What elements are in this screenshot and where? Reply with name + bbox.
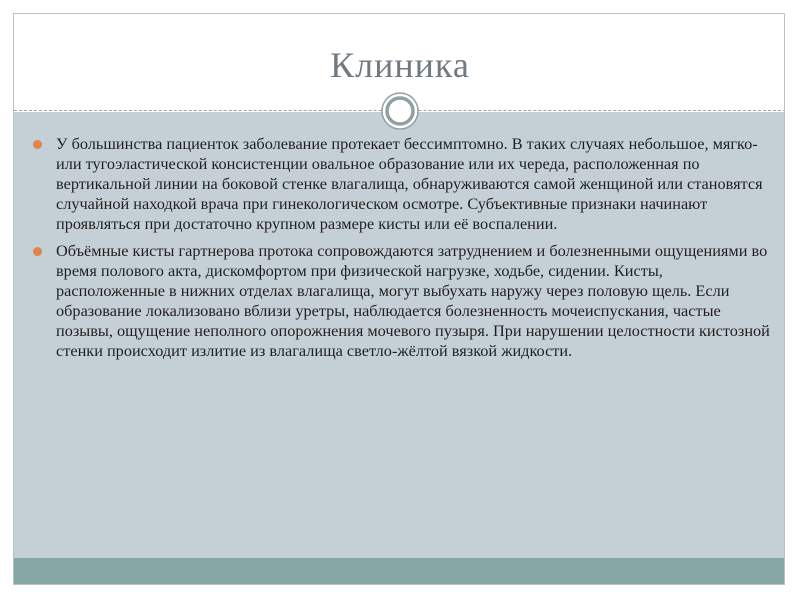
bullet-list bbox=[32, 134, 772, 368]
slide-title: Клиника bbox=[330, 45, 470, 85]
bullet-dot-icon bbox=[33, 247, 42, 256]
slide bbox=[13, 13, 785, 585]
footer-band bbox=[14, 558, 785, 584]
list-item bbox=[32, 134, 772, 234]
bullet-text: Объёмные кисты гартнерова протока сопровождаются затруднением и болезненными ощущениями во время полового акта, дискомфортом при физической нагрузке, ходьбе, сидении. Кисты, расположенные в нижних отделах влагалища, могут выбухать наружу через половую щель. Если образование локализовано вблизи уретры, наблюдается болезненность мочеиспускания, частые позывы, ощущение неполного опорожнения мочевого пузыря. При нарушении целостности кистозной стенки происходит излитие из влагалища светло-жёлтой вязкой жидкости. bbox=[56, 241, 770, 360]
circle-ornament-icon bbox=[381, 92, 419, 130]
bullet-text: У большинства пациенток заболевание протекает бессимптомно. В таких случаях небольшое, мягко- или тугоэластической консистенции овальное образование или их череда, расположенная по вертикальной линии на боковой стенке влагалища, обнаруживаются самой женщиной или становятся случайной находкой врача при гинекологическом осмотре. Субъективные признаки начинают проявляться при достаточно крупном размере кисты или её воспалении. bbox=[56, 134, 763, 233]
list-item bbox=[32, 241, 772, 361]
bullet-dot-icon bbox=[33, 140, 42, 149]
